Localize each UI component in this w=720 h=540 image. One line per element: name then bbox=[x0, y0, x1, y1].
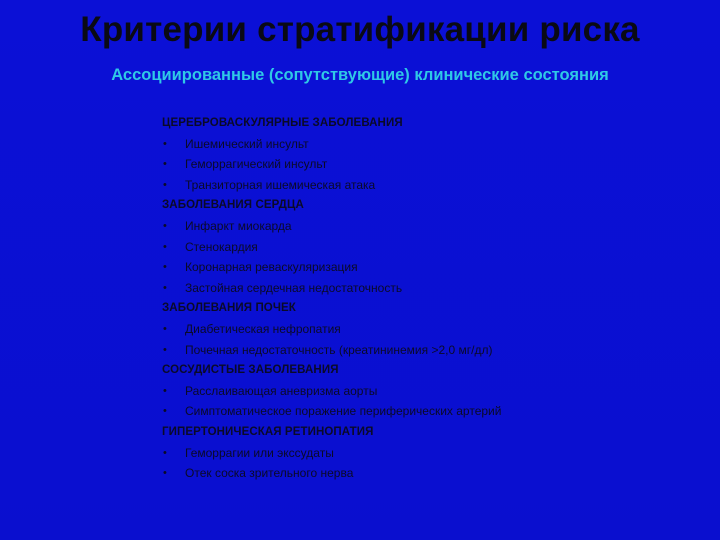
bullet-icon: • bbox=[163, 158, 167, 171]
section-heading: ЦЕРЕБРОВАСКУЛЯРНЫЕ ЗАБОЛЕВАНИЯ bbox=[162, 117, 403, 129]
list-item bbox=[162, 257, 662, 278]
section-heading: ГИПЕРТОНИЧЕСКАЯ РЕТИНОПАТИЯ bbox=[162, 425, 374, 438]
section-heading: ЗАБОЛЕВАНИЯ СЕРДЦА bbox=[162, 199, 304, 212]
list-item-text: Транзиторная ишемическая атака bbox=[185, 177, 376, 192]
list-item-text: Геморрагический инсульт bbox=[185, 157, 328, 172]
list-item bbox=[162, 319, 662, 340]
bullet-icon: • bbox=[163, 384, 167, 397]
bullet-icon: • bbox=[163, 405, 167, 418]
list-item-text: Коронарная реваскуляризация bbox=[185, 260, 358, 275]
list-item bbox=[162, 134, 662, 155]
bullet-icon: • bbox=[163, 446, 167, 459]
list-item bbox=[162, 401, 662, 422]
section-heading: СОСУДИСТЫЕ ЗАБОЛЕВАНИЯ bbox=[162, 364, 339, 377]
list-item bbox=[162, 154, 662, 175]
list-item-text: Отек соска зрительного нерва bbox=[185, 466, 354, 481]
bullet-icon: • bbox=[163, 343, 167, 356]
slide-subtitle: Ассоциированные (сопутствующие) клинические состояния bbox=[111, 66, 609, 84]
bullet-icon: • bbox=[163, 178, 167, 191]
criteria-list bbox=[162, 113, 662, 484]
list-item-text: Расслаивающая аневризма аорты bbox=[185, 383, 378, 398]
list-item-text: Почечная недостаточность (креатининемия >2,0 мг/дл) bbox=[185, 342, 493, 357]
list-item bbox=[162, 216, 662, 237]
list-item bbox=[162, 443, 662, 464]
bullet-icon: • bbox=[163, 322, 167, 335]
list-item-text: Застойная сердечная недостаточность bbox=[185, 280, 403, 295]
list-item bbox=[162, 381, 662, 402]
bullet-icon: • bbox=[163, 137, 167, 150]
list-item bbox=[162, 278, 662, 299]
list-item-text: Геморрагии или экссудаты bbox=[185, 445, 334, 460]
list-item bbox=[162, 463, 662, 484]
list-item bbox=[162, 175, 662, 196]
bullet-icon: • bbox=[163, 261, 167, 274]
list-item-text: Ишемический инсульт bbox=[185, 136, 309, 151]
section-heading: ЗАБОЛЕВАНИЯ ПОЧЕК bbox=[162, 302, 296, 315]
list-item-text: Диабетическая нефропатия bbox=[185, 321, 341, 336]
list-item-text: Стенокардия bbox=[185, 239, 258, 254]
bullet-icon: • bbox=[163, 240, 167, 253]
bullet-icon: • bbox=[163, 467, 167, 480]
list-item-text: Симптоматическое поражение периферических артерий bbox=[185, 404, 502, 419]
list-item-text: Инфаркт миокарда bbox=[185, 218, 292, 233]
bullet-icon: • bbox=[163, 219, 167, 232]
list-item bbox=[162, 340, 662, 361]
bullet-icon: • bbox=[163, 281, 167, 294]
slide-title: Критерии стратификации риска bbox=[80, 10, 640, 49]
list-item bbox=[162, 237, 662, 258]
